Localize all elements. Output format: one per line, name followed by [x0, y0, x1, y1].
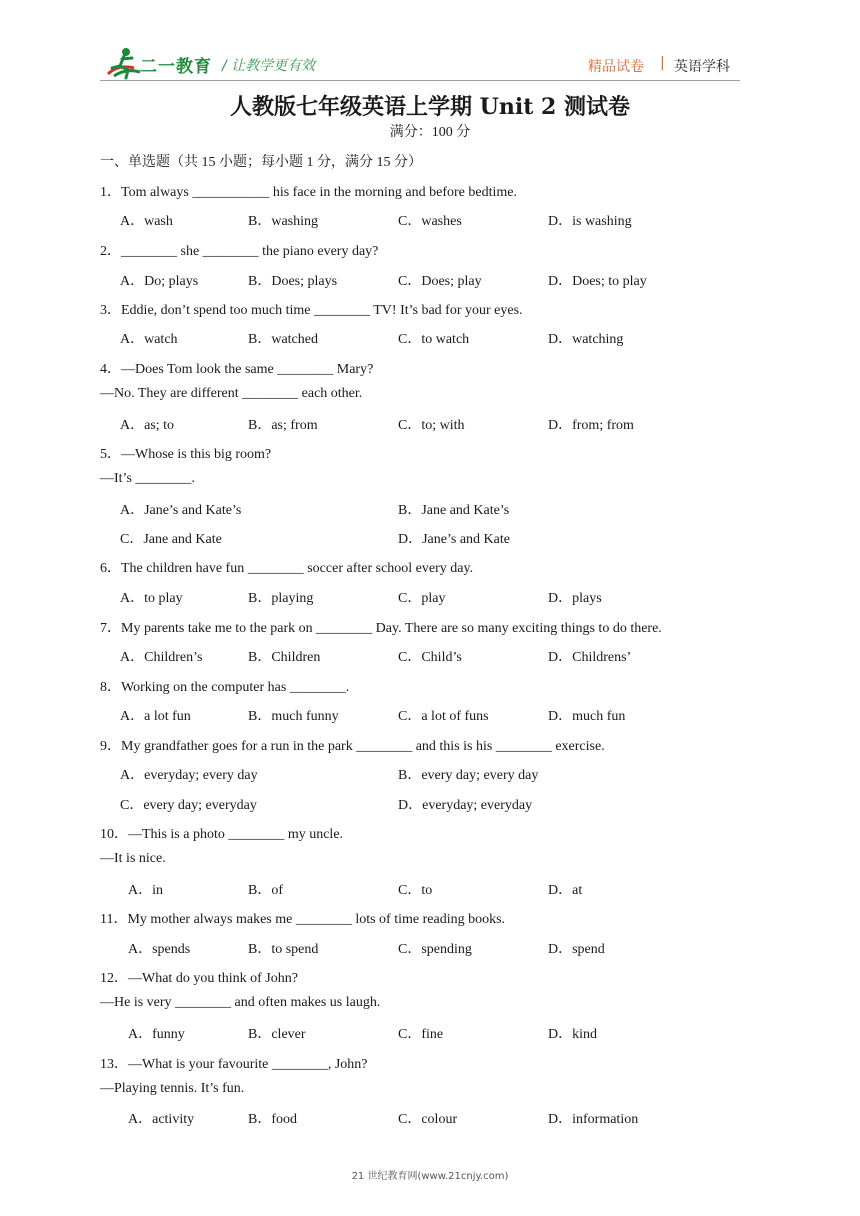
answer-option: B．Jane and Kate’s — [398, 503, 510, 518]
answer-option: C．colour — [398, 1112, 458, 1127]
answer-option: C．a lot of funs — [398, 709, 489, 724]
answer-option: D．information — [548, 1112, 639, 1127]
question-stem: 10．—This is a photo ________ my uncle. — [100, 827, 344, 842]
section-heading: 一、单选题（共 15 小题；每小题 1 分，满分 15 分） — [100, 155, 422, 170]
answer-option: C．fine — [398, 1027, 444, 1042]
question-stem: 2．________ she ________ the piano every day? — [100, 244, 379, 259]
full-score: 满分：100 分 — [389, 125, 471, 140]
answer-option: C．spending — [398, 942, 472, 957]
answer-option: B．washing — [248, 214, 318, 229]
answer-option: B．Does; plays — [248, 274, 338, 289]
question-stem: 4．—Does Tom look the same ________ Mary? — [100, 362, 374, 377]
answer-option: D．kind — [548, 1027, 597, 1042]
question-stem: 12．—What do you think of John? — [100, 971, 298, 986]
answer-option: A．activity — [128, 1112, 195, 1127]
answer-option: B．to spend — [248, 942, 319, 957]
answer-option: C．play — [398, 591, 446, 606]
dialogue-reply: —It’s ________. — [100, 471, 195, 486]
answer-option: C．Does; play — [398, 274, 482, 289]
answer-option: B．playing — [248, 591, 314, 606]
answer-option: D．Jane’s and Kate — [398, 532, 510, 547]
question-stem: 1．Tom always ___________ his face in the morning and before bedtime. — [100, 185, 517, 200]
header-divider — [100, 80, 740, 81]
question-stem: 3．Eddie, don’t spend too much time ________ TV! It’s bad for your eyes. — [100, 303, 523, 318]
page-title: 人教版七年级英语上学期 Unit 2 测试卷 — [230, 94, 630, 120]
question-stem: 13．—What is your favourite ________, John? — [100, 1057, 368, 1072]
answer-option: A．watch — [120, 332, 178, 347]
page-footer: 21 世纪教育网(www.21cnjy.com) — [351, 1171, 509, 1182]
subject-tag: 英语学科 — [674, 59, 730, 75]
premium-paper-tag: 精品试卷 — [588, 59, 644, 75]
dialogue-reply: —Playing tennis. It’s fun. — [100, 1081, 245, 1096]
answer-option: B．watched — [248, 332, 318, 347]
logo-text: 二一教育 — [140, 57, 212, 77]
answer-option: A．Jane’s and Kate’s — [120, 503, 242, 518]
answer-option: C．to — [398, 883, 433, 898]
answer-option: C．to watch — [398, 332, 470, 347]
question-stem: 5．—Whose is this big room? — [100, 447, 272, 462]
slogan: / 让教学更有效 — [222, 58, 316, 74]
dialogue-reply: —It is nice. — [100, 851, 166, 866]
answer-option: D．everyday; everyday — [398, 798, 533, 813]
answer-option: C．to; with — [398, 418, 465, 433]
answer-option: B．clever — [248, 1027, 306, 1042]
page-header — [0, 0, 860, 90]
answer-option: A．in — [128, 883, 163, 898]
answer-option: D．at — [548, 883, 583, 898]
answer-option: C．every day; everyday — [120, 798, 257, 813]
answer-option: D．much fun — [548, 709, 626, 724]
header-separator: | — [660, 55, 665, 71]
dialogue-reply: —No. They are different ________ each other. — [100, 386, 363, 401]
answer-option: C．washes — [398, 214, 462, 229]
answer-option: B．Children — [248, 650, 321, 665]
answer-option: C．Jane and Kate — [120, 532, 222, 547]
answer-option: A．funny — [128, 1027, 185, 1042]
answer-option: A．everyday; every day — [120, 768, 258, 783]
answer-option: B．food — [248, 1112, 297, 1127]
answer-option: D．Childrens’ — [548, 650, 632, 665]
answer-option: D．watching — [548, 332, 624, 347]
answer-option: A．Do; plays — [120, 274, 199, 289]
answer-option: D．from; from — [548, 418, 634, 433]
answer-option: A．Children’s — [120, 650, 203, 665]
question-stem: 11．My mother always makes me ________ lots of time reading books. — [100, 912, 506, 927]
question-stem: 6．The children have fun ________ soccer after school every day. — [100, 561, 474, 576]
answer-option: A．a lot fun — [120, 709, 191, 724]
answer-option: D．is washing — [548, 214, 632, 229]
answer-option: A．as; to — [120, 418, 175, 433]
answer-option: B．every day; every day — [398, 768, 539, 783]
answer-option: B．much funny — [248, 709, 339, 724]
answer-option: A．to play — [120, 591, 183, 606]
answer-option: B．as; from — [248, 418, 318, 433]
answer-option: C．Child’s — [398, 650, 462, 665]
answer-option: D．spend — [548, 942, 605, 957]
answer-option: D．plays — [548, 591, 602, 606]
answer-option: A．wash — [120, 214, 173, 229]
answer-option: B．of — [248, 883, 283, 898]
answer-option: D．Does; to play — [548, 274, 647, 289]
dialogue-reply: —He is very ________ and often makes us laugh. — [100, 995, 381, 1010]
question-stem: 9．My grandfather goes for a run in the park ________ and this is his ________ exercise. — [100, 739, 605, 754]
question-stem: 8．Working on the computer has ________. — [100, 680, 350, 695]
question-stem: 7．My parents take me to the park on ________ Day. There are so many exciting things to do there. — [100, 621, 662, 636]
answer-option: A．spends — [128, 942, 191, 957]
